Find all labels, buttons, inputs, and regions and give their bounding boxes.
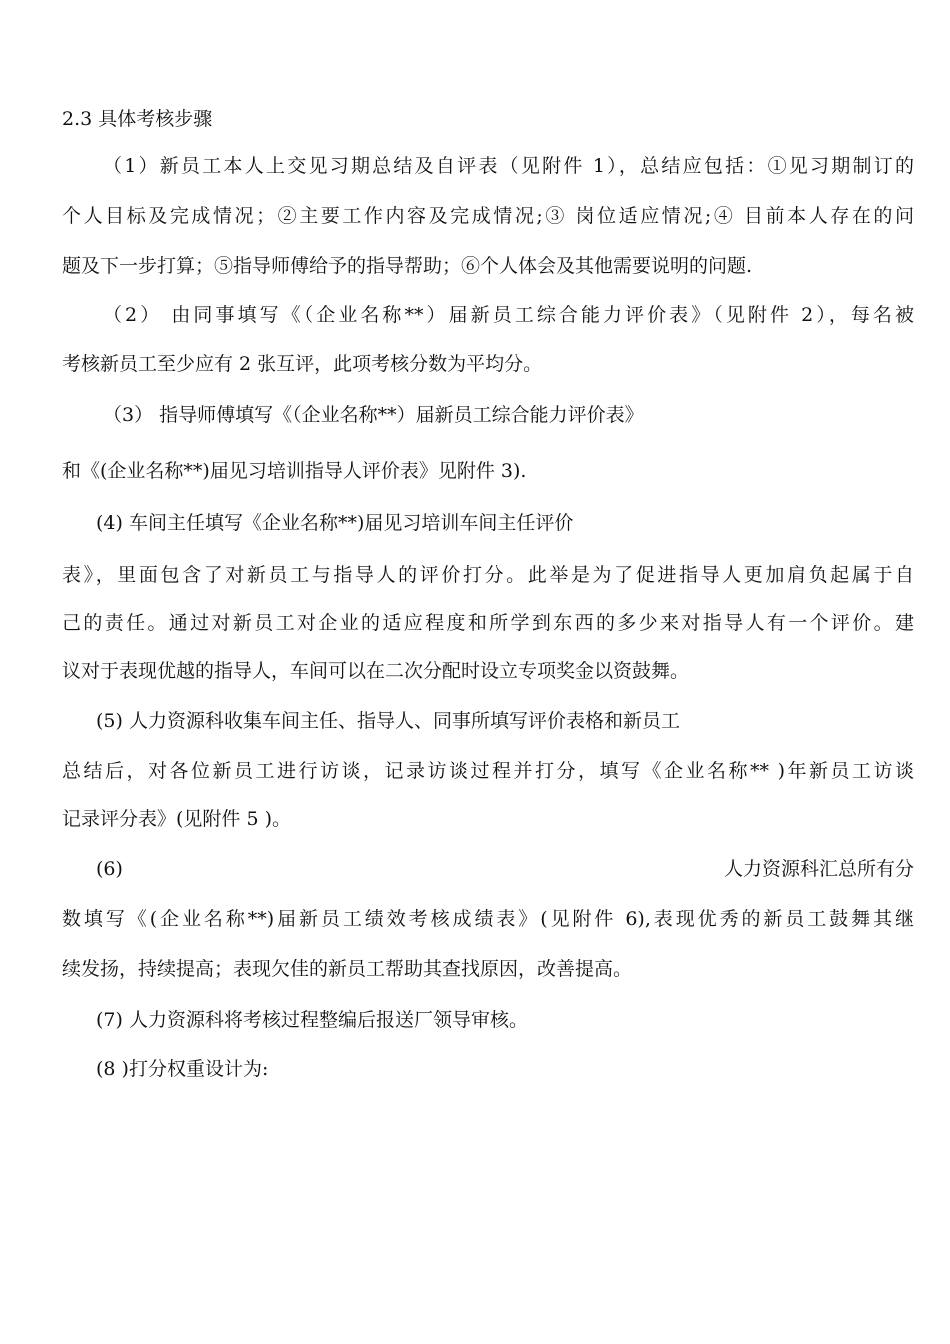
paragraph-2-line-2: 考核新员工至少应有 2 张互评，此项考核分数为平均分。 [62, 353, 543, 375]
paragraph-5-line-2: 总结后，对各位新员工进行访谈，记录访谈过程并打分，填写《企业名称** )年新员工访谈 [62, 760, 914, 782]
paragraph-2-line-1: （2） 由同事填写《（企业名称**）届新员工综合能力评价表》（见附件 2），每名被 [103, 304, 914, 326]
paragraph-6-number: (6) [96, 858, 123, 880]
paragraph-6-line-3: 续发扬，持续提高；表现欠佳的新员工帮助其查找原因，改善提高。 [62, 958, 633, 980]
paragraph-5-line-1: (5) 人力资源科收集车间主任、指导人、同事所填写评价表格和新员工 [96, 710, 680, 732]
paragraph-6-line-1-tail: 人力资源科汇总所有分 [723, 858, 914, 880]
paragraph-4-line-2: 表》，里面包含了对新员工与指导人的评价打分。此举是为了促进指导人更加肩负起属于自 [62, 564, 914, 586]
paragraph-8: (8 )打分权重设计为: [96, 1058, 269, 1080]
paragraph-4-line-4: 议对于表现优越的指导人，车间可以在二次分配时设立专项奖金以资鼓舞。 [62, 660, 690, 682]
paragraph-3-line-2: 和《(企业名称**)届见习培训指导人评价表》见附件 3). [62, 460, 527, 482]
paragraph-4-line-1: (4) 车间主任填写《企业名称**)届见习培训车间主任评价 [96, 512, 574, 534]
paragraph-5-line-3: 记录评分表》(见附件 5 )。 [62, 808, 291, 830]
paragraph-1-line-3: 题及下一步打算；⑤指导师傅给予的指导帮助；⑥个人体会及其他需要说明的问题. [62, 255, 753, 277]
paragraph-7: (7) 人力资源科将考核过程整编后报送厂领导审核。 [96, 1009, 528, 1031]
section-heading: 2.3 具体考核步骤 [62, 108, 213, 130]
paragraph-4-line-3: 己的责任。通过对新员工对企业的适应程度和所学到东西的多少来对指导人有一个评价。建 [62, 612, 914, 634]
paragraph-1-line-1: （1）新员工本人上交见习期总结及自评表（见附件 1），总结应包括：①见习期制订的 [103, 155, 914, 177]
paragraph-3-line-1: （3） 指导师傅填写《（企业名称**）届新员工综合能力评价表》 [103, 404, 644, 426]
paragraph-1-line-2: 个人目标及完成情况；②主要工作内容及完成情况;③ 岗位适应情况;④ 目前本人存在的问 [62, 205, 914, 227]
paragraph-6-line-2: 数填写《(企业名称**)届新员工绩效考核成绩表》(见附件 6),表现优秀的新员工鼓舞其继 [62, 908, 914, 930]
